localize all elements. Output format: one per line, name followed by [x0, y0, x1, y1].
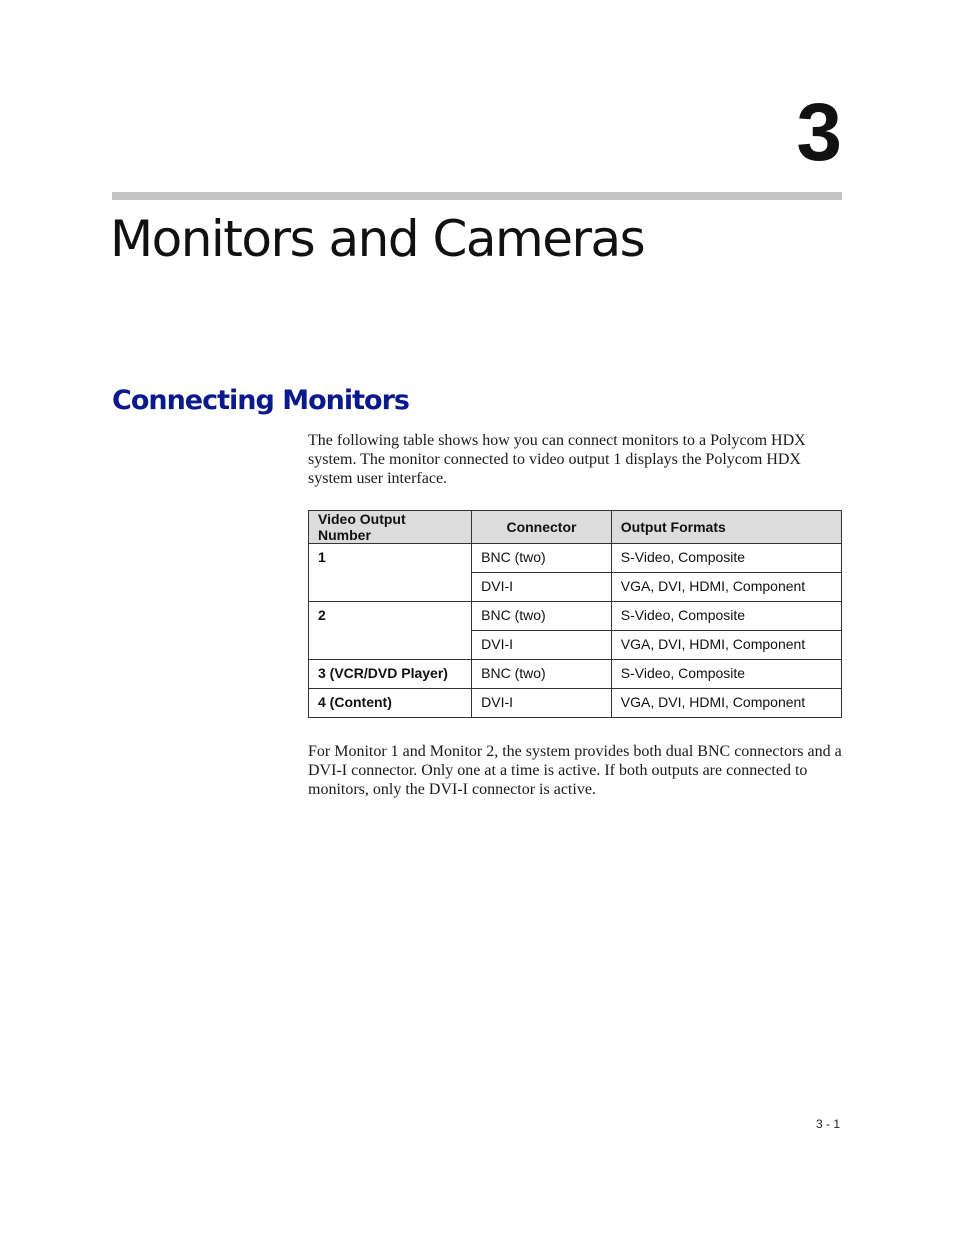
- section-title: Connecting Monitors: [112, 385, 409, 416]
- outro-paragraph: For Monitor 1 and Monitor 2, the system provides both dual BNC connectors and a DVI-I connector. Only one at a time is active. If both outputs are connected to monitors, only the DVI-I connector is active.: [308, 743, 842, 798]
- connector-cell: DVI-I: [472, 631, 612, 660]
- connector-cell: DVI-I: [472, 573, 612, 602]
- header-video-output-number: Video Output Number: [309, 511, 472, 544]
- page-number: 3 - 1: [815, 1117, 840, 1131]
- output-formats-cell: VGA, DVI, HDMI, Component: [611, 689, 841, 718]
- video-output-cell: 2: [309, 602, 472, 660]
- connector-cell: BNC (two): [472, 660, 612, 689]
- video-output-cell: 4 (Content): [309, 689, 472, 718]
- table-row: [309, 689, 842, 718]
- chapter-title: Monitors and Cameras: [110, 210, 645, 268]
- table-row: [309, 544, 842, 573]
- header-connector: Connector: [472, 511, 612, 544]
- video-output-cell: 3 (VCR/DVD Player): [309, 660, 472, 689]
- header-output-formats: Output Formats: [611, 511, 841, 544]
- output-formats-cell: VGA, DVI, HDMI, Component: [611, 631, 841, 660]
- output-formats-cell: S-Video, Composite: [611, 660, 841, 689]
- connector-cell: DVI-I: [472, 689, 612, 718]
- chapter-divider: [112, 192, 842, 200]
- intro-paragraph: The following table shows how you can connect monitors to a Polycom HDX system. The monitor connected to video output 1 displays the Polycom HDX system user interface.: [308, 432, 806, 487]
- chapter-number: 3: [796, 87, 840, 178]
- table-header-row: [309, 511, 842, 544]
- output-formats-cell: S-Video, Composite: [611, 544, 841, 573]
- connector-cell: BNC (two): [472, 544, 612, 573]
- video-output-table: [308, 510, 842, 718]
- output-formats-cell: VGA, DVI, HDMI, Component: [611, 573, 841, 602]
- table-row: [309, 602, 842, 631]
- output-formats-cell: S-Video, Composite: [611, 602, 841, 631]
- video-output-cell: 1: [309, 544, 472, 602]
- connector-cell: BNC (two): [472, 602, 612, 631]
- table-row: [309, 660, 842, 689]
